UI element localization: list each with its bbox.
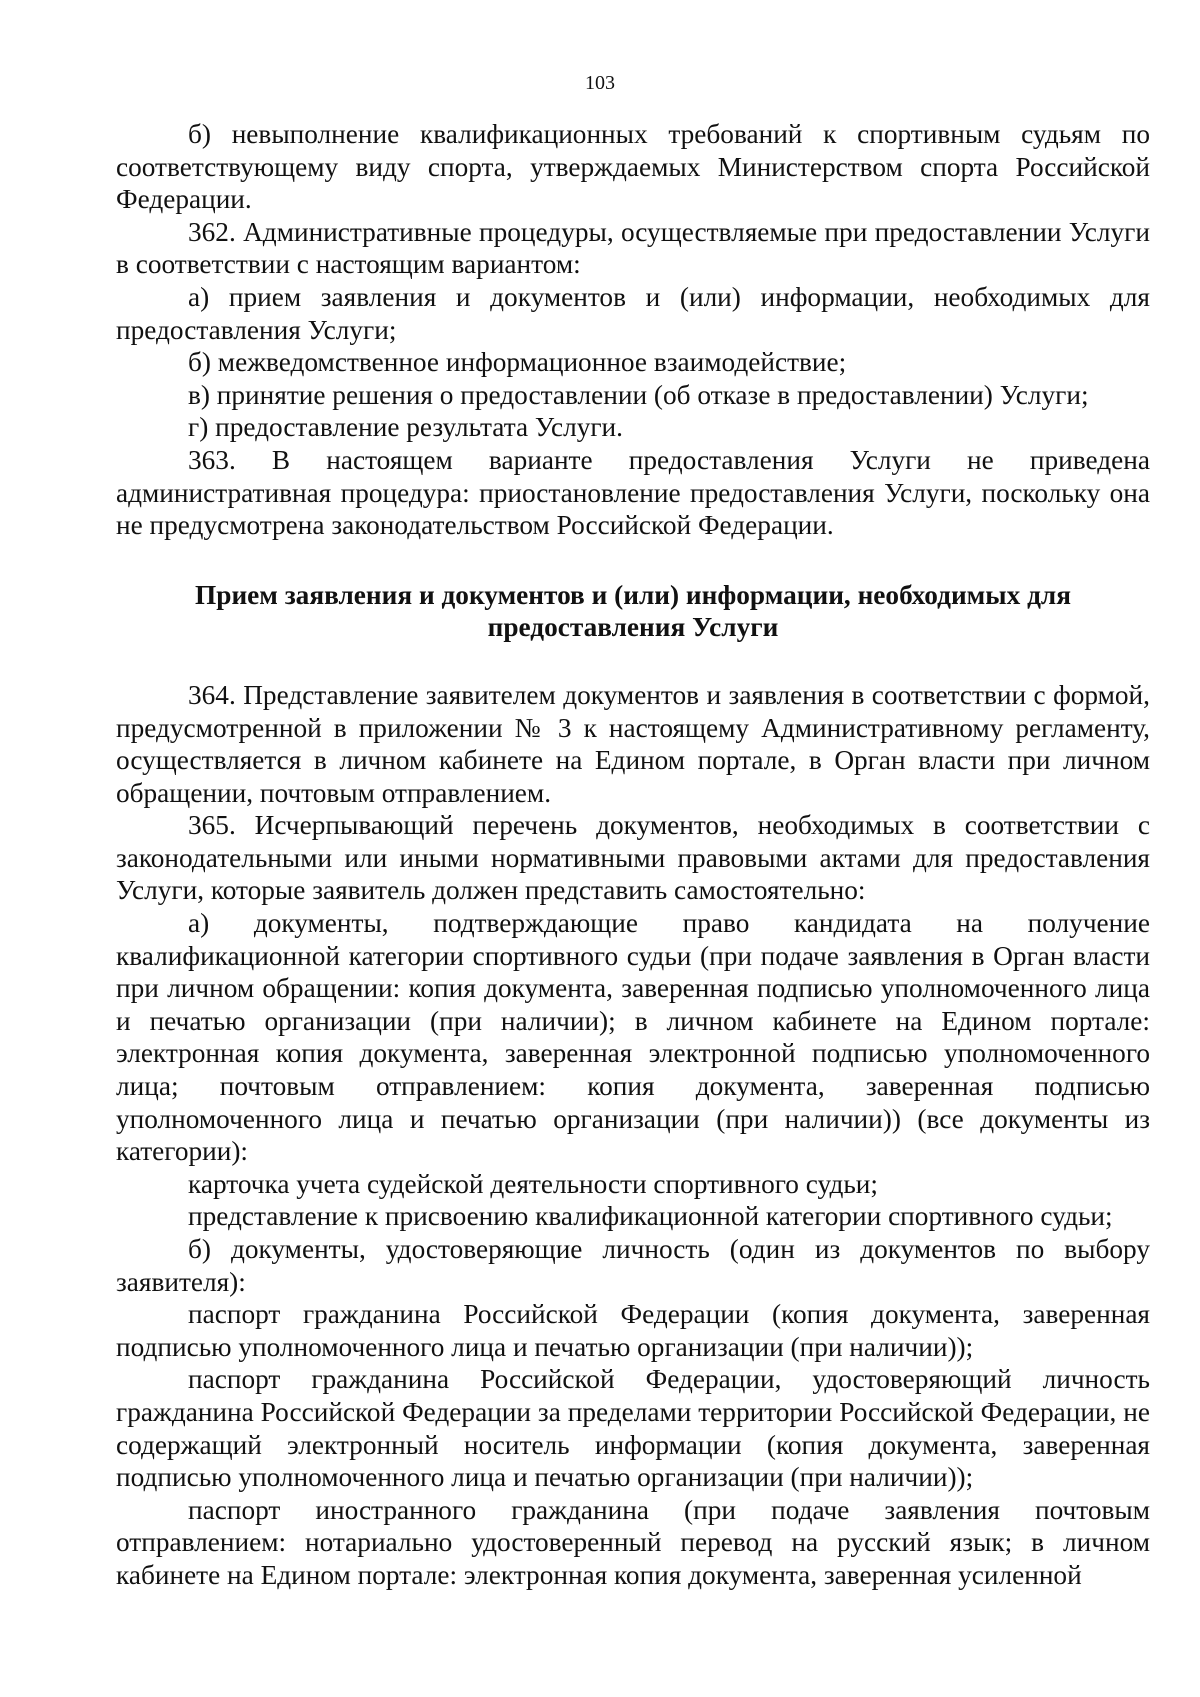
paragraph: паспорт гражданина Российской Федерации, удостоверяющий личность гражданина Российской Федерации за пределами территории Российской Федерации, не содержащий электронный носитель информации (копия документа, заверенная подписью уполномоченного лица и печатью организации (при наличии)); bbox=[116, 1364, 1150, 1493]
paragraph: паспорт иностранного гражданина (при подаче заявления почтовым отправлением: нотариально удостоверенный перевод на русский язык; в личном кабинете на Едином портале: электронная копия документа, заверенная усиленной bbox=[116, 1494, 1150, 1590]
paragraph: карточка учета судейской деятельности спортивного судьи; bbox=[188, 1168, 878, 1199]
paragraph: 365. Исчерпывающий перечень документов, необходимых в соответствии с законодательными или иными нормативными правовыми актами для предоставления Услуги, которые заявитель должен представить самостоятельно: bbox=[116, 810, 1150, 906]
paragraph: б) документы, удостоверяющие личность (один из документов по выбору заявителя): bbox=[116, 1234, 1150, 1297]
paragraph: г) предоставление результата Услуги. bbox=[188, 412, 623, 443]
paragraph: в) принятие решения о предоставлении (об отказе в предоставлении) Услуги; bbox=[188, 379, 1089, 410]
paragraph: 364. Представление заявителем документов и заявления в соответствии с формой, предусмотренной в приложении № 3 к настоящему Административному регламенту, осуществляется в личном кабинете на Едином портале, в Орган власти при личном обращении, почтовым отправлением. bbox=[116, 679, 1150, 808]
paragraph: 363. В настоящем варианте предоставления Услуги не приведена административная процедура: приостановление предоставления Услуги, поскольку она не предусмотрена законодательством Российской Федерации. bbox=[116, 444, 1150, 541]
paragraph: а) прием заявления и документов и (или) информации, необходимых для предоставления Услуги; bbox=[116, 281, 1150, 345]
document-body bbox=[116, 118, 1150, 1592]
page-number: 103 bbox=[585, 72, 615, 94]
paragraph: 362. Административные процедуры, осуществляемые при предоставлении Услуги в соответствии с настоящим вариантом: bbox=[116, 216, 1150, 280]
paragraph: б) невыполнение квалификационных требований к спортивным судьям по соответствующему виду спорта, утверждаемых Министерством спорта Российской Федерации. bbox=[116, 119, 1150, 215]
paragraph: а) документы, подтверждающие право кандидата на получение квалификационной категории спортивного судьи (при подаче заявления в Орган власти при личном обращении: копия документа, заверенная подписью уполномоченного лица и печатью организации (при наличии); в личном кабинете на Едином портале: электронная копия документа, заверенная электронной подписью уполномоченного лица; почтовым отправлением: копия документа, заверенная подписью уполномоченного лица и печатью организации (при наличии)) (все документы из категории): bbox=[116, 908, 1150, 1167]
paragraph: б) межведомственное информационное взаимодействие; bbox=[188, 347, 847, 378]
section-heading: Прием заявления и документов и (или) информации, необходимых для предоставления Услуги bbox=[195, 579, 1071, 643]
paragraph: паспорт гражданина Российской Федерации (копия документа, заверенная подписью уполномоченного лица и печатью организации (при наличии)); bbox=[116, 1299, 1150, 1362]
paragraph: представление к присвоению квалификационной категории спортивного судьи; bbox=[188, 1201, 1113, 1232]
